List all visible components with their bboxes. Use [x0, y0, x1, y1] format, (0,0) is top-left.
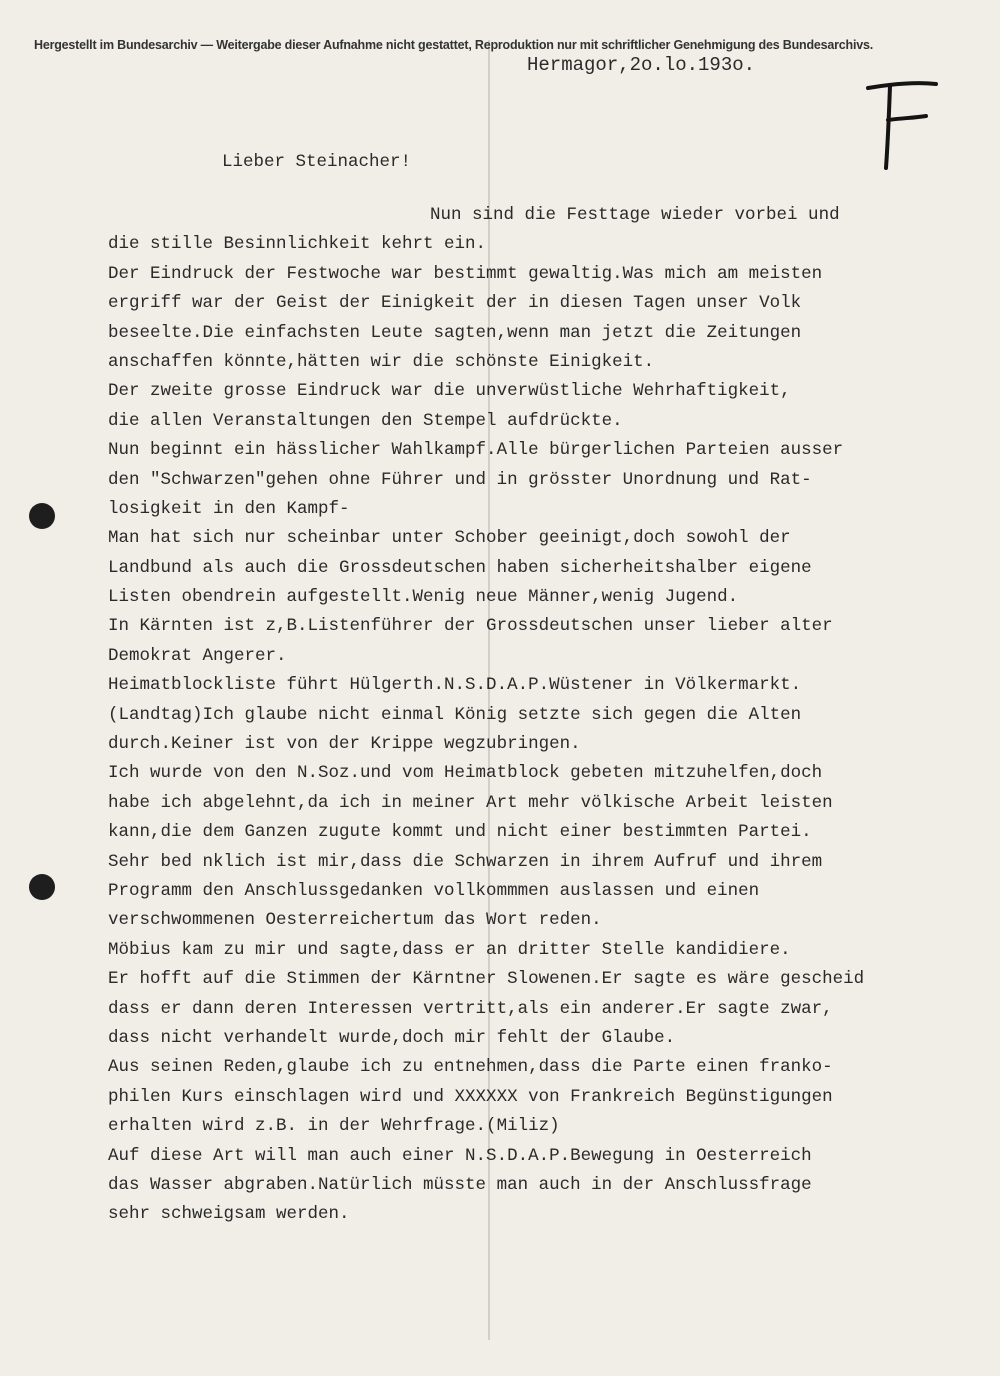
body-line: Nun beginnt ein hässlicher Wahlkampf.Alle bürgerlichen Parteien ausser [108, 440, 844, 461]
body-line: die allen Veranstaltungen den Stempel aufdrückte. [108, 410, 623, 431]
body-line: Nun sind die Festtage wieder vorbei und [430, 205, 840, 225]
body-line: Ich wurde von den N.Soz.und vom Heimatblock gebeten mitzuhelfen,doch [108, 763, 823, 784]
body-line: Möbius kam zu mir und sagte,dass er an dritter Stelle kandidiere. [108, 939, 791, 960]
letter-greeting: Lieber Steinacher! [222, 152, 412, 172]
body-line: den "Schwarzen"gehen ohne Führer und in grösster Unordnung und Rat- [108, 469, 812, 490]
body-line: habe ich abgelehnt,da ich in meiner Art mehr völkische Arbeit leisten [108, 792, 833, 813]
body-line: Man hat sich nur scheinbar unter Schober geeinigt,doch sowohl der [108, 528, 791, 549]
body-line: dass er dann deren Interessen vertritt,als ein anderer.Er sagte zwar, [108, 998, 833, 1019]
body-line: Er hofft auf die Stimmen der Kärntner Slowenen.Er sagte es wäre gescheid [108, 969, 865, 990]
body-line: Listen obendrein aufgestellt.Wenig neue Männer,wenig Jugend. [108, 587, 739, 608]
body-line: sehr schweigsam werden. [108, 1204, 350, 1225]
punch-hole [29, 503, 55, 529]
body-line: Aus seinen Reden,glaube ich zu entnehmen,dass die Parte einen franko- [108, 1057, 833, 1078]
body-line: losigkeit in den Kampf- [108, 498, 350, 519]
body-line: Demokrat Angerer. [108, 645, 287, 666]
archive-mark-f [862, 74, 942, 174]
body-line: Programm den Anschlussgedanken vollkommmen auslassen und einen [108, 880, 760, 901]
body-line: Auf diese Art will man auch einer N.S.D.A.P.Bewegung in Oesterreich [108, 1145, 812, 1166]
body-line: Der Eindruck der Festwoche war bestimmt gewaltig.Was mich am meisten [108, 263, 823, 284]
body-line: philen Kurs einschlagen wird und XXXXXX von Frankreich Begünstigungen [108, 1086, 833, 1107]
body-line: Sehr bed nklich ist mir,dass die Schwarzen in ihrem Aufruf und ihrem [108, 851, 823, 872]
body-line: In Kärnten ist z,B.Listenführer der Grossdeutschen unser lieber alter [108, 616, 833, 637]
letter-date: Hermagor,2o.lo.193o. [527, 54, 756, 76]
body-line: verschwommenen Oesterreichertum das Wort reden. [108, 910, 602, 931]
letter-body [108, 201, 988, 1230]
body-line: Der zweite grosse Eindruck war die unverwüstliche Wehrhaftigkeit, [108, 381, 791, 402]
body-line: beseelte.Die einfachsten Leute sagten,wenn man jetzt die Zeitungen [108, 322, 802, 343]
body-line: (Landtag)Ich glaube nicht einmal König setzte sich gegen die Alten [108, 704, 802, 725]
body-line: anschaffen könnte,hätten wir die schönste Einigkeit. [108, 351, 655, 372]
body-line: das Wasser abgraben.Natürlich müsste man auch in der Anschlussfrage [108, 1174, 812, 1195]
punch-hole [29, 874, 55, 900]
body-line: erhalten wird z.B. in der Wehrfrage.(Miliz) [108, 1116, 560, 1137]
body-line: ergriff war der Geist der Einigkeit der in diesen Tagen unser Volk [108, 293, 802, 314]
body-line: kann,die dem Ganzen zugute kommt und nicht einer bestimmten Partei. [108, 822, 812, 843]
archive-header-notice: Hergestellt im Bundesarchiv — Weitergabe dieser Aufnahme nicht gestattet, Reproduktion nur mit schriftlicher Genehmigung des Bundesarchivs. [34, 38, 874, 52]
body-line: durch.Keiner ist von der Krippe wegzubringen. [108, 734, 581, 755]
body-line: Heimatblockliste führt Hülgerth.N.S.D.A.P.Wüstener in Völkermarkt. [108, 675, 802, 696]
body-line: Landbund als auch die Grossdeutschen haben sicherheitshalber eigene [108, 557, 812, 578]
body-line: dass nicht verhandelt wurde,doch mir fehlt der Glaube. [108, 1027, 676, 1048]
body-line: die stille Besinnlichkeit kehrt ein. [108, 234, 487, 255]
